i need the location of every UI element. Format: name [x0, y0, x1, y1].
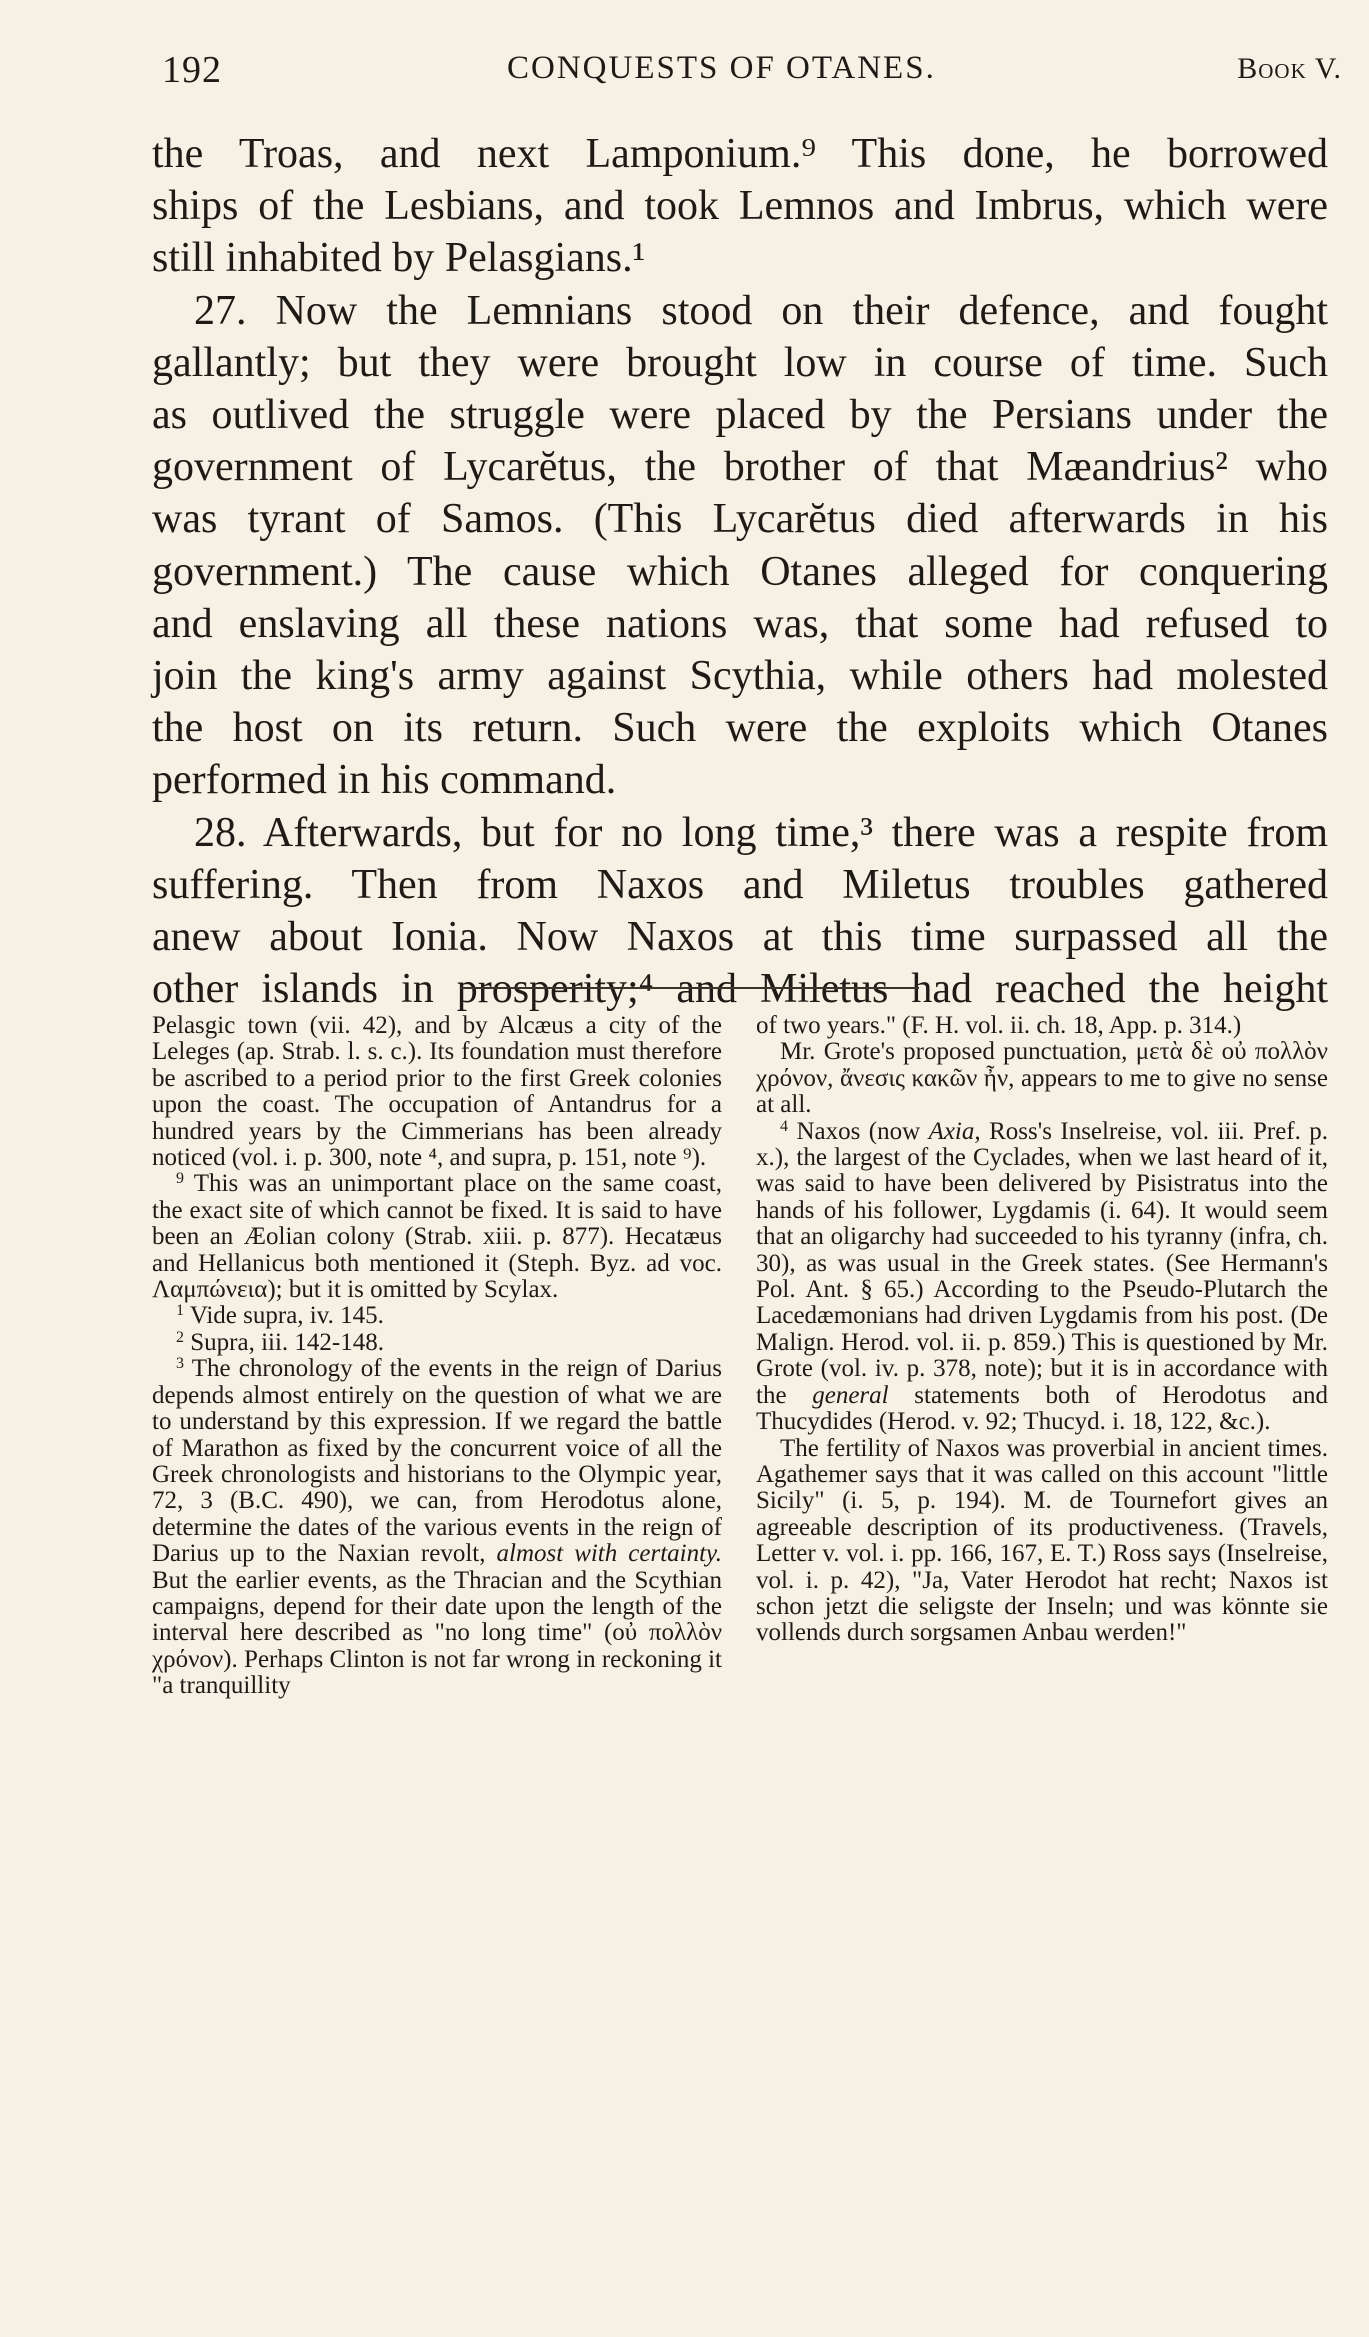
- footnote-1: [152, 1303, 722, 1329]
- footnote-marker: 2: [176, 1328, 184, 1346]
- footnotes-right-column: [756, 1013, 1328, 1647]
- footnote-fertility: The fertility of Naxos was proverbial in ancient times. Agathemer says that it was called on this account "little Sicily" (i. 5, p. 194). M. de Tournefort gives an agreeable description of its productiveness. (Travels, Letter v. vol. i. pp. 166, 167, E. T.) Ross says (Inselreise, vol. i. p. 42), "Ja, Vater Herodot hat recht; Naxos ist schon jetzt die seligste der Inseln; und was könnte sie vollends durch sorgsamen Anbau werden!": [756, 1434, 1328, 1647]
- text-line: join the king's army against Scythia, while others had molested: [152, 653, 1328, 700]
- footnote-text: This was an unimportant place on the same coast, the exact site of which cannot be fixed. It is said to have been an Æolian colony (Strab. xiii. p. 877). Hecatæus and Hellanicus both mentioned it (Steph. Byz. ad voc. Λαμπώνεια); but it is omitted by Scylax.: [152, 1170, 722, 1304]
- page-number: 192: [162, 49, 222, 91]
- footnote-continuation: of two years." (F. H. vol. ii. ch. 18, App. p. 314.): [756, 1012, 1242, 1039]
- footnote-marker: 3: [176, 1355, 184, 1373]
- footnote-rule: [460, 987, 919, 989]
- footnote-emphasis: general: [812, 1381, 889, 1409]
- footnote-9: [152, 1171, 722, 1303]
- text-line: ships of the Lesbians, and took Lemnos and Imbrus, which were: [152, 183, 1328, 230]
- footnote-text: Vide supra, iv. 145.: [189, 1302, 384, 1330]
- text-line: 27. Now the Lemnians stood on their defence, and fought: [194, 287, 1328, 334]
- running-title: CONQUESTS OF OTANES.: [507, 50, 936, 86]
- text-line: anew about Ionia. Now Naxos at this time surpassed all the: [152, 914, 1328, 961]
- footnote-emphasis: Axia,: [928, 1117, 981, 1145]
- footnote-grote-remark: Mr. Grote's proposed punctuation, μετὰ δὲ οὐ πολλὸν χρόνον, ἄνεσις κακῶν ἦν, appears to me to give no sense at all.: [756, 1038, 1328, 1119]
- footnote-text: Naxos (now: [796, 1117, 921, 1145]
- footnote-text: But the earlier events, as the Thracian and the Scythian campaigns, depend for their date upon the length of the interval here described as "no long time" (οὐ πολλὸν χρόνον). Perhaps Clinton is not far wrong in reckoning it "a tranquillity: [152, 1566, 722, 1700]
- footnote-4: [756, 1119, 1328, 1436]
- text-line: gallantly; but they were brought low in course of time. Such: [152, 339, 1328, 386]
- footnote-continuation: Pelasgic town (vii. 42), and by Alcæus a city of the Leleges (ap. Strab. l. s. c.). Its foundation must therefore be ascribed to a period prior to the first Greek colonies upon the coast. The occupation of Antandrus for a hundred years by the Cimmerians has been already noticed (vol. i. p. 300, note ⁴, and supra, p. 151, note ⁹).: [152, 1012, 722, 1172]
- footnote-text: The chronology of the events in the reign of Darius depends almost entirely on the question of what we are to understand by this expression. If we regard the battle of Marathon as fixed by the concurrent voice of all the Greek chronologists and historians to the Olympic year, 72, 3 (B.C. 490), we can, from Herodotus alone, determine the dates of the various events in the reign of Darius up to the Naxian revolt,: [152, 1355, 722, 1568]
- footnote-marker: 4: [780, 1117, 788, 1135]
- footnote-text: statements both of Herodotus and Thucydides (Herod. v. 92; Thucyd. i. 18, 122, &c.).: [756, 1381, 1328, 1436]
- text-line: performed in his command.: [152, 757, 617, 804]
- book-label: Book V.: [1237, 52, 1342, 85]
- footnote-marker: 9: [176, 1170, 184, 1188]
- text-line: government.) The cause which Otanes alleged for conquering: [152, 548, 1328, 595]
- footnote-marker: 1: [176, 1302, 184, 1320]
- text-line: and enslaving all these nations was, that some had refused to: [152, 600, 1328, 647]
- footnote-2: [152, 1330, 722, 1356]
- text-line: was tyrant of Samos. (This Lycarĕtus died afterwards in his: [152, 496, 1328, 543]
- footnote-text: Supra, iii. 142-148.: [190, 1328, 384, 1356]
- text-line: as outlived the struggle were placed by the Persians under the: [152, 392, 1328, 439]
- footnotes-left-column: [152, 1013, 722, 1700]
- text-line: the host on its return. Such were the exploits which Otanes: [152, 705, 1328, 752]
- text-line: other islands in prosperity;⁴ and Miletus had reached the height: [152, 966, 1328, 1013]
- text-line: 28. Afterwards, but for no long time,³ there was a respite from: [194, 809, 1328, 856]
- footnote-emphasis: almost with certainty.: [496, 1540, 722, 1568]
- text-line: the Troas, and next Lamponium.⁹ This done, he borrowed: [152, 131, 1328, 177]
- footnote-text: Ross's Inselreise, vol. iii. Pref. p. x.), the largest of the Cyclades, when we last heard of it, was said to have been delivered by Pisistratus into the hands of his follower, Lygdamis (i. 64). It would seem that an oligarchy had succeeded to his tyranny (infra, ch. 30), as was usual in the Greek states. (See Hermann's Pol. Ant. § 65.) According to the Pseudo-Plutarch the Lacedæmonians had driven Lygdamis from his post. (De Malign. Herod. vol. ii. p. 859.) This is questioned by Mr. Grote (vol. iv. p. 378, note); but it is in accordance with the: [756, 1117, 1329, 1409]
- running-header: [162, 48, 1342, 108]
- text-line: suffering. Then from Naxos and Miletus troubles gathered: [152, 861, 1328, 908]
- text-line: still inhabited by Pelasgians.¹: [152, 235, 646, 282]
- text-line: government of Lycarĕtus, the brother of that Mæandrius² who: [152, 444, 1328, 491]
- footnote-3: [152, 1356, 722, 1699]
- main-text: [152, 128, 1328, 1015]
